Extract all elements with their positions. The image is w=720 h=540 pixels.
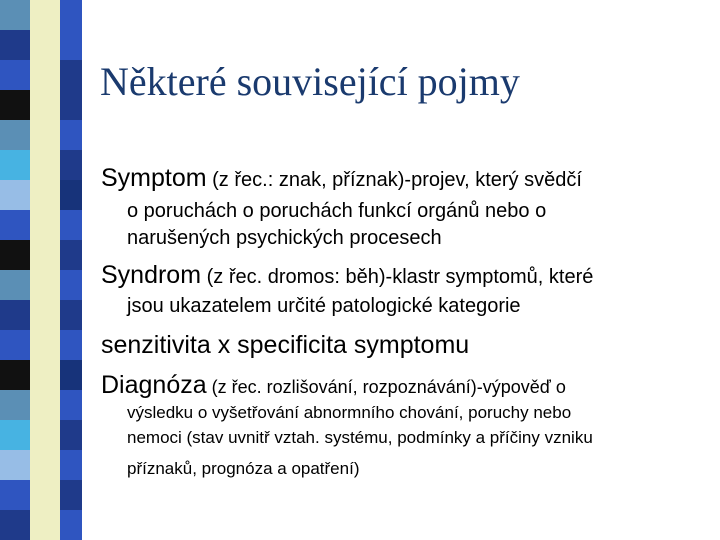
strip-block — [30, 330, 60, 360]
strip-block — [60, 480, 82, 510]
strip-block — [0, 0, 30, 30]
strip-block — [30, 90, 60, 120]
strip-block — [0, 420, 30, 450]
strip-block — [60, 360, 82, 390]
diagnoza-definition-line-2: výsledku o vyšetřování abnormního chování, poruchy nebo — [127, 403, 572, 422]
diagnoza-definition-line-4: příznaků, prognóza a opatření) — [127, 459, 360, 478]
strip-block — [0, 30, 30, 60]
strip-block — [0, 510, 30, 540]
strip-block — [60, 30, 82, 60]
strip-block — [60, 0, 82, 30]
strip-block — [0, 450, 30, 480]
strip-block — [0, 120, 30, 150]
strip-block — [60, 180, 82, 210]
strip-block — [30, 300, 60, 330]
symptom-definition-line-2: o poruchách o poruchách funkcí orgánů nebo o — [127, 200, 547, 222]
strip-block — [30, 270, 60, 300]
symptom-definition-line-1 — [101, 164, 582, 193]
slide-title: Některé související pojmy — [100, 59, 520, 104]
strip-block — [60, 120, 82, 150]
strip-block — [30, 60, 60, 90]
strip-block — [60, 60, 82, 90]
diagnoza-term: Diagnóza — [101, 371, 207, 399]
strip-block — [30, 390, 60, 420]
strip-block — [60, 510, 82, 540]
senzitivita-line: senzitivita x specificita symptomu — [101, 331, 470, 359]
strip-block — [60, 90, 82, 120]
syndrom-term: Syndrom — [101, 261, 202, 289]
strip-block — [60, 420, 82, 450]
strip-block — [0, 330, 30, 360]
strip-block — [60, 240, 82, 270]
strip-block — [0, 360, 30, 390]
strip-block — [60, 450, 82, 480]
strip-block — [60, 390, 82, 420]
strip-block — [0, 270, 30, 300]
strip-block — [0, 210, 30, 240]
strip-block — [30, 120, 60, 150]
strip-block — [30, 150, 60, 180]
strip-block — [60, 210, 82, 240]
strip-block — [30, 360, 60, 390]
strip-block — [30, 450, 60, 480]
diagnoza-etymology: (z řec. rozlišování, rozpoznávání)-výpověď o — [206, 377, 566, 397]
syndrom-definition-line-2: jsou ukazatelem určité patologické kategorie — [127, 295, 521, 317]
strip-block — [0, 480, 30, 510]
strip-block — [60, 150, 82, 180]
diagnoza-definition-line-3: nemoci (stav uvnitř vztah. systému, podmínky a příčiny vzniku — [127, 428, 593, 447]
strip-block — [30, 30, 60, 60]
syndrom-etymology: (z řec. dromos: běh)-klastr symptomů, které — [201, 266, 594, 288]
symptom-etymology: (z řec.: znak, příznak)-projev, který svědčí — [206, 169, 582, 191]
syndrom-definition-line-1 — [101, 261, 593, 290]
strip-block — [30, 240, 60, 270]
strip-block — [0, 390, 30, 420]
symptom-term: Symptom — [101, 164, 207, 192]
strip-block — [0, 90, 30, 120]
strip-block — [30, 480, 60, 510]
strip-block — [0, 60, 30, 90]
strip-block — [30, 420, 60, 450]
symptom-definition-line-3: narušených psychických procesech — [127, 227, 442, 249]
strip-block — [0, 150, 30, 180]
strip-block — [60, 300, 82, 330]
strip-block — [30, 0, 60, 30]
strip-block — [30, 210, 60, 240]
strip-block — [60, 270, 82, 300]
decorative-color-strip — [0, 0, 90, 540]
strip-block — [0, 240, 30, 270]
strip-block — [60, 330, 82, 360]
strip-block — [0, 300, 30, 330]
strip-block — [30, 180, 60, 210]
diagnoza-definition-line-1 — [101, 371, 566, 400]
strip-block — [0, 180, 30, 210]
strip-block — [30, 510, 60, 540]
